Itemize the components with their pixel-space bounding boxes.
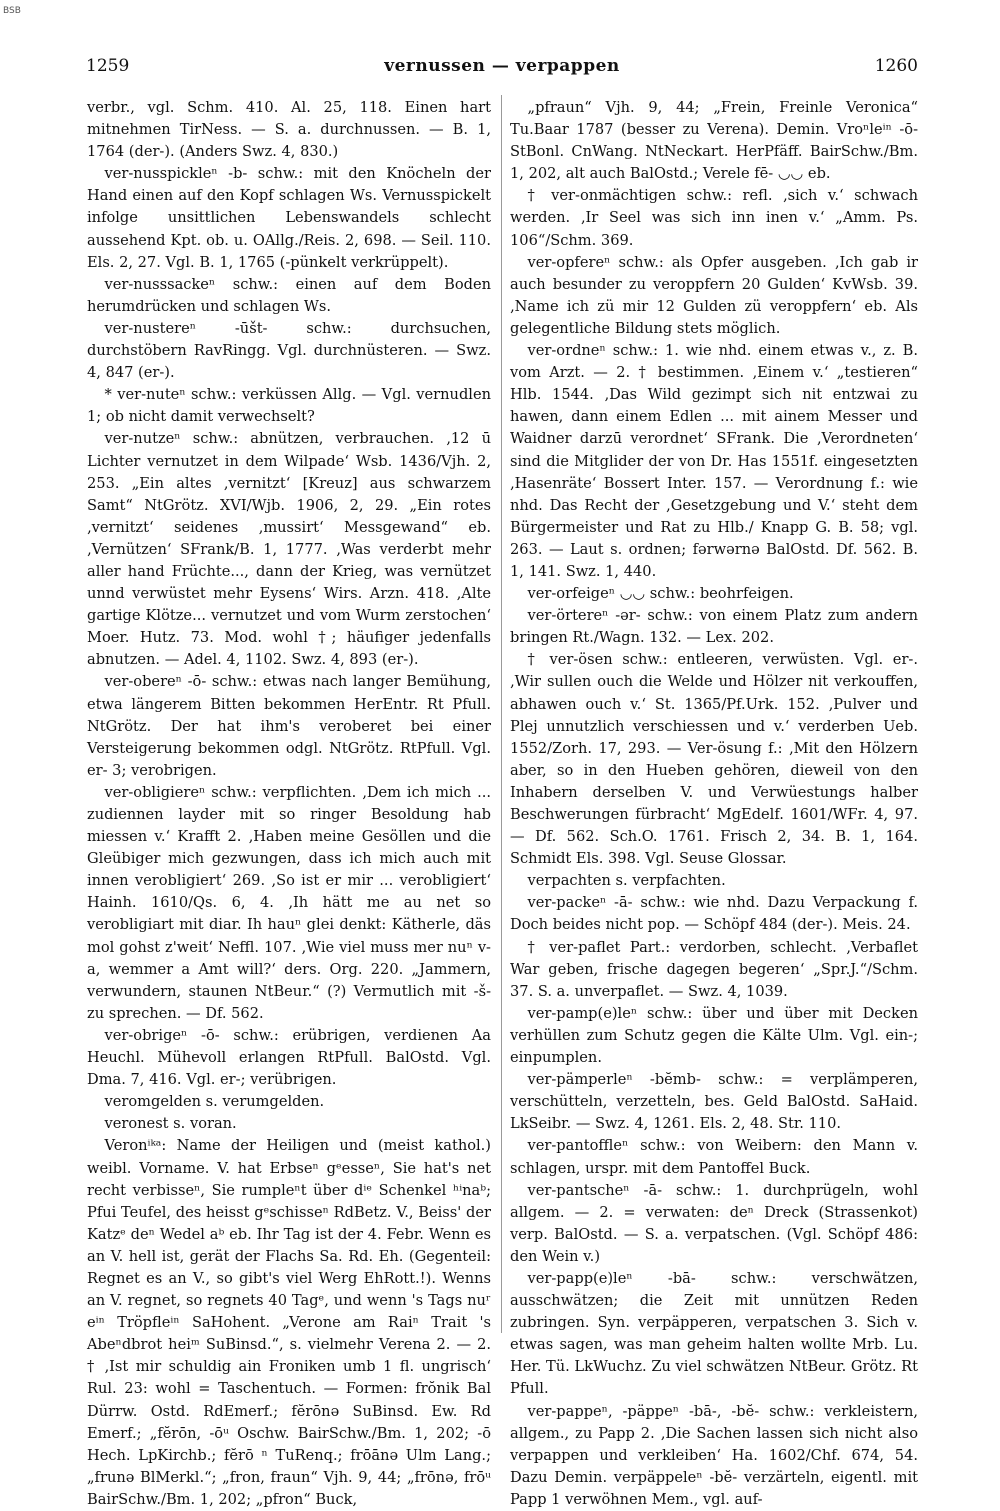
dictionary-entry: ver-nutzeⁿ schw.: abnützen, verbrauchen. ‚12 ū Lichter vernutzet in dem Wilpade‘ Wsb. 1436/Vjh. 2, 253. „Ein altes ‚vernitzt‘ [Kreuz] aus schwarzem Samt“ NtGrötz. XVI/Wjb. 1906, 2, 29. „Ein rotes ‚vernitzt‘ seidenes ‚mussirt‘ Messgewand“ eb. ‚Vernützen‘ SFrank/B. 1, 1777. ‚Was verderbt mehr aller hand Früchte..., dann der Krieg, was vernützet unnd verwüstet mehr Eysens‘ Wirs. Arzn. 418. ‚Alte gartige Klötze... vernutzet und vom Wurm zerstochen‘ Moer. Hutz. 73. Mod. wohl †; häufiger jedenfalls abnutzen. — Adel. 4, 1102. Swz. 4, 893 (er-). [87, 430, 491, 669]
dictionary-entry: Veronⁱᵏᵃ: Name der Heiligen und (meist kathol.) weibl. Vorname. V. hat Erbseⁿ gᵉesseⁿ, Sie hat's net recht verbisseⁿ, Sie rumpleⁿt über dⁱᵉ Schenkel ʰⁱnaᵇ; Pfui Teufel, des heisst gᵉschisseⁿ RdBetz. V., Beiss' der Katzᵉ deⁿ Wedel aᵇ eb. Ihr Tag ist der 4. Febr. Wenn es an V. hell ist, gerät der Flachs Sa. Rd. Eh. (Gegenteil: Regnet es an V., so gibt's viel Werg EhRott.!). Wenns an V. regnet, so regnets 40 Tagᵉ, und wenn 's Tags nuʳ eⁱⁿ Tröpfleⁱⁿ SaHohent. „Verone am Raiⁿ Trait 's Abeⁿdbrot heiᵐ SuBinsd.“, s. vielmehr Verena 2. — 2. † ‚Ist mir schuldig ain Froniken umb 1 fl. ungrisch‘ Rul. 23: wohl = Taschentuch. — Formen: frŏnik Bal Dürrw. Ostd. RdEmerf.; fĕrōnə SuBinsd. Ew. Rd Emerf.; „fĕrōn, -ōᵘ Oschw. BairSchw./Bm. 1, 202; -ō Hech. LpKirchb.; fĕrō ⁿ TuRenq.; frōānə Ulm Lang.; „frunə BlMerkl.“; „fron, fraun“ Vjh. 9, 44; „frōnə, frōᵘ BairSchw./Bm. 1, 202; „pfron“ Buck, [87, 1137, 491, 1508]
dictionary-entry: ver-orfeigeⁿ ◡◡ schw.: beohrfeigen. [527, 585, 794, 603]
dictionary-entry: † ver-ösen schw.: entleeren, verwüsten. Vgl. er-. ‚Wir sullen ouch die Welde und Hölzer nit verkouffen, abhawen ouch v.‘ St. 1365/Pf.Urk. 152. ‚Pulver und Plej unnutzlich verschiessen und v.‘ verderben Ueb. 1552/Zorh. 17, 293. — Ver-ösung f.: ‚Mit den Hölzern aber, so in den Hueben gehören, dieweil von den Inhabern derselben V. und Verwüestungs halber Beschwerungen fürbracht‘ MgEdelf. 1601/WFr. 4, 97. — Df. 562. Sch.O. 1761. Frisch 2, 34. B. 1, 164. Schmidt Els. 398. Vgl. Seuse Glossar. [510, 651, 918, 868]
dictionary-entry: ver-obrigeⁿ -ō- schw.: erübrigen, verdienen Aa Heuchl. Mühevoll erlangen RtPfull. BalOstd. Vgl. Dma. 7, 416. Vgl. er-; verübrigen. [87, 1026, 491, 1089]
dictionary-entry: ver-packeⁿ -ā- schw.: wie nhd. Dazu Verpackung f. Doch beides nicht pop. — Schöpf 484 (der-). Meis. 24. [510, 894, 918, 934]
dictionary-entry: † ver-onmächtigen schw.: refl. ‚sich v.‘ schwach werden. ‚Ir Seel was sich inn inen v.‘ „Amm. Ps. 106“/Schm. 369. [510, 187, 918, 249]
dictionary-entry: ver-pantscheⁿ -ā- schw.: 1. durchprügeln, wohl allgem. — 2. = verwaten: deⁿ Dreck (Strassenkot) verp. BalOstd. — S. a. verpatschen. (Vgl. Schöpf 486: den Wein v.) [510, 1181, 918, 1265]
dictionary-entry: „pfraun“ Vjh. 9, 44; „Frein, Freinle Veronica“ Tu.Baar 1787 (besser zu Verena). Demin. Vroⁿleⁱⁿ -ō- StBonl. CnWang. NtNeckart. HerPfäff. BairSchw./Bm. 1, 202, alt auch BalOstd.; Verele fē- ◡◡ eb. [510, 99, 918, 183]
dictionary-entry: ver-obligiereⁿ schw.: verpflichten. ‚Dem ich mich ... zudiennen layder mit so ringer Besoldung hab miessen v.‘ Krafft 2. ‚Haben meine Gesöllen und die Gleübiger mich gezwungen, dass ich mich auch mit innen verobligiert‘ 269. ‚So ist er mir ... verobligiert‘ Hainh. 1610/Qs. 6, 4. ‚Ih hätt me au net so verobligiart mit diar. Ih hauⁿ glei denkt: Kätherle, däs mol gohst z'weit‘ Neffl. 107. ‚Wie viel muss mer nuⁿ v-a, wemmer a Amt will?‘ ders. Org. 220. „Jammern, verwundern, staunen NtBeur.“ (?) Vermutlich mit -š- zu sprechen. — Df. 562. [87, 783, 491, 1022]
dictionary-entry: verpachten s. verpfachten. [527, 872, 726, 890]
dictionary-entry: ver-pamp(e)leⁿ schw.: über und über mit Decken verhüllen zum Schutz gegen die Kälte Ulm. Vgl. ein-; einpumplen. [510, 1004, 918, 1067]
dictionary-entry: † ver-paflet Part.: verdorben, schlecht. ‚Verbaflet War geben, frische dagegen begeren‘ „Spr.J.“/Schm. 37. S. a. unverpaflet. — Swz. 4, 1039. [510, 938, 918, 1000]
column-divider [501, 95, 502, 1333]
page-number-left: 1259 [86, 56, 130, 76]
page-header [86, 56, 918, 80]
dictionary-entry: ver-pämperleⁿ -bĕmb- schw.: = verplämperen, verschütteln, verzetteln, bes. Geld BalOstd. SaHaid. LkSeibr. — Swz. 4, 1261. Els. 2, 48. Str. 110. [510, 1071, 918, 1133]
dictionary-entry: ver-opfereⁿ schw.: als Opfer ausgeben. ‚Ich gab ir auch besunder zu veroppfern 20 Gulden‘ KvWsb. 39. ‚Name ich zü mir 12 Gulden zü veroppfern‘ eb. Als gelegentliche Bildung stets möglich. [510, 253, 918, 337]
right-column [510, 97, 918, 1511]
dictionary-entry: veromgelden s. verumgelden. [104, 1093, 325, 1111]
dictionary-entry: ver-örtereⁿ -ǝr- schw.: von einem Platz zum andern bringen Rt./Wagn. 132. — Lex. 202. [510, 607, 918, 647]
left-column [87, 97, 491, 1511]
dictionary-entry: veronest s. voran. [104, 1115, 237, 1133]
dictionary-entry: ver-papp(e)leⁿ -bā- schw.: verschwätzen, ausschwätzen; die Zeit mit unnützen Reden zubringen. Syn. verpäpperen, verpatschen 3. Sich v. etwas sagen, was man geheim halten wollte Mrb. Lu. Her. Tü. LkWuchz. Zu viel schwätzen NtBeur. Grötz. Rt Pfull. [510, 1269, 918, 1398]
running-title: vernussen — verpappen [384, 56, 620, 76]
dictionary-entry: ver-nusspickleⁿ -b- schw.: mit den Knöcheln der Hand einen auf den Kopf schlagen Ws. Vernusspickelt infolge unsittlichen Lebenswandels schlecht aussehend Kpt. ob. u. OAllg./Reis. 2, 698. — Seil. 110. Els. 2, 27. Vgl. B. 1, 1765 (-pünkelt verkrüppelt). [87, 165, 491, 271]
dictionary-entry: ver-nusssackeⁿ schw.: einen auf dem Boden herumdrücken und schlagen Ws. [87, 275, 491, 315]
dictionary-entry: ver-obereⁿ -ō- schw.: etwas nach langer Bemühung, etwa längerem Bitten bekommen HerEntr. Rt Pfull. NtGrötz. Der hat ihm's veroberet bei einer Versteigerung bekommen odgl. NtGrötz. RtPfull. Vgl. er- 3; verobrigen. [87, 673, 491, 779]
dictionary-entry: verbr., vgl. Schm. 410. Al. 25, 118. Einen hart mitnehmen TirNess. — S. a. durchnussen. — B. 1, 1764 (der-). (Anders Swz. 4, 830.) [87, 99, 491, 161]
dictionary-entry: ver-pappeⁿ, -päppeⁿ -bā-, -bĕ- schw.: verkleistern, allgem., zu Papp 2. ‚Die Sachen lassen sich nicht also verpappen und verkleiben‘ Ha. 1602/Chf. 674, 54. Dazu Demin. verpäppeleⁿ -bĕ- verzärteln, eigentl. mit Papp 1 verwöhnen Mem., vgl. auf- [510, 1402, 918, 1508]
dictionary-entry: * ver-nuteⁿ schw.: verküssen Allg. — Vgl. vernudlen 1; ob nicht damit verwechselt? [87, 386, 491, 426]
dictionary-entry: ver-nustereⁿ -ūšt- schw.: durchsuchen, durchstöbern RavRingg. Vgl. durchnüsteren. — Swz. 4, 847 (er-). [87, 319, 491, 382]
dictionary-entry: ver-ordneⁿ schw.: 1. wie nhd. einem etwas v., z. B. vom Arzt. — 2. † bestimmen. ‚Einem v.‘ „testieren“ Hlb. 1544. ‚Das Wild gezimpt sich nit entzwai zu hawen, dann einem Edlen ... mit ainem Messer und Waidner darzū verordnet‘ SFrank. Die ‚Verordneten‘ sind die Mitglider der von Dr. Has 1551f. eingesetzten ‚Hasenräte‘ Bossert Inter. 157. — Verordnung f.: wie nhd. Das Recht der ‚Gesetzgebung und V.‘ steht dem Bürgermeister und Rat zu Hlb./ Knapp G. B. 58; vgl. 263. — Laut s. ordnen; fǝrwǝrnǝ BalOstd. Df. 562. B. 1, 141. Swz. 1, 440. [510, 342, 918, 580]
library-stamp: BSB [3, 6, 21, 16]
page-number-right: 1260 [874, 56, 918, 76]
dictionary-entry: ver-pantoffleⁿ schw.: von Weibern: den Mann v. schlagen, urspr. mit dem Pantoffel Buck. [510, 1137, 918, 1177]
